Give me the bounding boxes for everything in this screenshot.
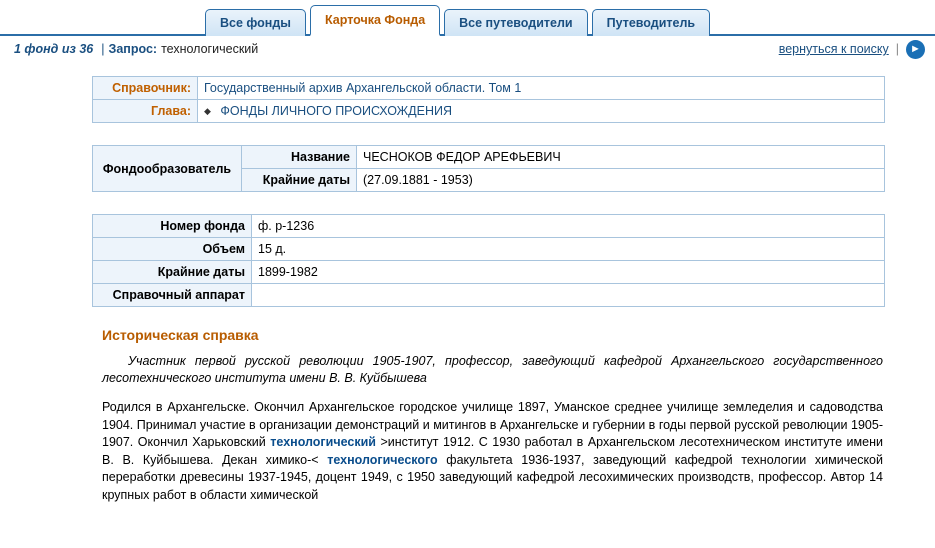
fond-finding-aid-label: Справочный аппарат xyxy=(93,284,252,307)
creator-dates-value: (27.09.1881 - 1953) xyxy=(357,169,885,192)
table-row xyxy=(93,77,885,100)
query-separator: | xyxy=(101,42,105,56)
diamond-bullet-icon: ◆ xyxy=(204,106,211,117)
tab-bar xyxy=(0,0,935,36)
note-text-part-3: факультета 1936-1937, заведующий кафедрой технологии химической переработки древесины 1937-1945, доцент 1949, с 1950 заведующий кафедрой лесохимических производств, профессор. Автор 14 крупных работ в области химической xyxy=(102,452,883,502)
next-arrow-icon[interactable]: ► xyxy=(906,40,925,59)
fond-finding-aid-value xyxy=(252,284,885,307)
table-row xyxy=(93,284,885,307)
spacer-1 xyxy=(92,123,885,145)
fond-dates-value: 1899-1982 xyxy=(252,261,885,284)
creator-table xyxy=(92,145,885,192)
fond-volume-value: 15 д. xyxy=(252,238,885,261)
note-highlight-1: технологический xyxy=(270,435,376,449)
query-bar xyxy=(0,36,935,62)
creator-row-header: Фондообразователь xyxy=(93,146,242,192)
chapter-title-link[interactable]: ФОНДЫ ЛИЧНОГО ПРОИСХОЖДЕНИЯ xyxy=(220,104,453,118)
query-value: технологический xyxy=(161,42,259,56)
guide-header-table xyxy=(92,76,885,123)
query-bar-divider: | xyxy=(895,42,899,56)
spacer-2 xyxy=(92,192,885,214)
tab-all-fonds[interactable]: Все фонды xyxy=(205,9,306,36)
fond-dates-label: Крайние даты xyxy=(93,261,252,284)
back-to-search-link[interactable]: вернуться к поиску xyxy=(778,42,889,56)
fond-number-value: ф. р-1236 xyxy=(252,215,885,238)
tab-guide[interactable]: Путеводитель xyxy=(592,9,710,36)
fond-number-label: Номер фонда xyxy=(93,215,252,238)
note-text-part-2: >институт 1912. С 1930 работал в Архангельском лесотехническом институте имени В. В. Куйбышева. Декан химико-< xyxy=(102,435,883,467)
note-highlight-2: технологического xyxy=(327,452,438,467)
chapter-value[interactable] xyxy=(198,100,885,123)
table-row xyxy=(93,261,885,284)
guide-value[interactable] xyxy=(198,77,885,100)
query-label: Запрос: xyxy=(108,42,158,56)
historical-note-body xyxy=(102,399,883,504)
chapter-label: Глава: xyxy=(93,100,198,123)
fond-properties-table xyxy=(92,214,885,307)
fond-volume-label: Объем xyxy=(93,238,252,261)
tab-fond-card[interactable]: Карточка Фонда xyxy=(310,5,440,36)
historical-note-lead: Участник первой русской революции 1905-1907, профессор, заведующий кафедрой Архангельского государственного лесотехнического института имени В. В. Куйбышева xyxy=(102,354,883,385)
historical-note-title: Историческая справка xyxy=(102,327,259,343)
creator-dates-label: Крайние даты xyxy=(242,169,357,192)
table-row xyxy=(93,100,885,123)
creator-name-value: ЧЕСНОКОВ ФЕДОР АРЕФЬЕВИЧ xyxy=(357,146,885,169)
result-count: 1 фонд из 36 xyxy=(14,42,94,56)
content-area xyxy=(0,62,935,504)
table-row xyxy=(93,215,885,238)
guide-label: Справочник: xyxy=(93,77,198,100)
note-text-part-1: Родился в Архангельске. Окончил Архангельское городское училище 1897, Уманское среднее училище земледелия и садоводства 1904. Принимал участие в организации демонстраций и митингов в Архангельске и губернии в годы первой русской революции 1905-1907. Окончил Харьковский xyxy=(102,400,883,449)
guide-title-link[interactable]: Государственный архив Архангельской области. Том 1 xyxy=(204,81,522,95)
creator-name-label: Название xyxy=(242,146,357,169)
table-row xyxy=(93,238,885,261)
tab-all-guides[interactable]: Все путеводители xyxy=(444,9,587,36)
table-row xyxy=(93,146,885,169)
